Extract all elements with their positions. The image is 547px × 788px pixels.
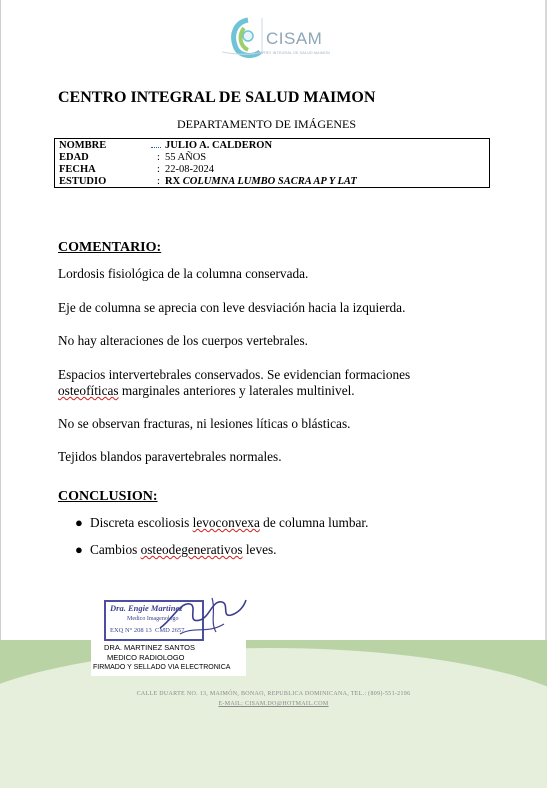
signature-icon: [150, 590, 250, 640]
department-title: DEPARTAMENTO DE IMÁGENES: [177, 117, 356, 131]
spellcheck-word: osteofíticas: [58, 383, 119, 398]
comentario-paragraph: Espacios intervertebrales conservados. Se evidencian formaciones: [58, 367, 411, 382]
comentario-paragraph: [58, 382, 355, 399]
info-colon: :: [157, 152, 160, 163]
comentario-heading: COMENTARIO:: [58, 240, 162, 255]
stamp-role: Medico Imagenologo: [127, 616, 179, 622]
info-label: NOMBRE: [59, 140, 107, 151]
study-prefix: RX: [165, 176, 181, 187]
item-text: de columna lumbar.: [259, 515, 369, 530]
info-value: 22-08-2024: [165, 164, 214, 175]
paragraph-text: marginales anteriores y laterales multinivel.: [118, 383, 355, 398]
bullet-dot-icon: ●: [75, 515, 83, 530]
item-text: Cambios: [90, 542, 141, 557]
signature-note: FIRMADO Y SELLADO VIA ELECTRONICA: [93, 664, 231, 671]
footer-address: CALLE DUARTE NO. 13, MAIMÓN, BONAO, REPUBLICA DOMINICANA, TEL.: (809)-551-2196: [136, 691, 411, 697]
info-value: JULIO A. CALDERON: [165, 140, 273, 151]
stamp-exq: EXQ N° 208 13: [110, 627, 152, 634]
comentario-paragraph: No se observan fracturas, ni lesiones líticas o blásticas.: [58, 416, 351, 431]
info-label: FECHA: [59, 164, 96, 175]
signer-name: DRA. MARTINEZ SANTOS: [104, 643, 195, 652]
conclusion-item: [90, 515, 368, 531]
signer-title: MEDICO RADIOLOGO: [107, 653, 185, 662]
spellcheck-word: levoconvexa: [192, 515, 260, 530]
info-value: [165, 176, 357, 188]
page-left-edge: [0, 0, 1, 719]
logo-wordmark: CISAM: [266, 29, 323, 48]
info-colon: :: [157, 164, 160, 175]
comentario-paragraph: No hay alteraciones de los cuerpos vertebrales.: [58, 333, 308, 348]
clinic-title: CENTRO INTEGRAL DE SALUD MAIMON: [58, 89, 376, 106]
info-value: 55 AÑOS: [165, 152, 207, 163]
bullet-dot-icon: ●: [75, 542, 83, 557]
conclusion-heading: CONCLUSION:: [58, 489, 158, 504]
footer-email: E-MAIL: CISAM.DO@HOTMAIL.COM: [218, 701, 329, 707]
comentario-paragraph: Tejidos blandos paravertebrales normales.: [58, 449, 282, 464]
spellcheck-word: osteodegenerativos: [140, 542, 243, 557]
item-text: leves.: [242, 542, 277, 557]
conclusion-item: [90, 542, 277, 558]
info-colon: :: [157, 176, 160, 187]
spellcheck-dots: [151, 145, 161, 148]
stamp-name: Dra. Engie Martinez: [110, 603, 183, 613]
logo-subtitle: CENTRO INTEGRAL DE SALUD MAIMON: [255, 51, 330, 55]
info-label: EDAD: [59, 152, 89, 163]
info-label: ESTUDIO: [59, 176, 107, 187]
patient-info-box: [54, 138, 490, 188]
comentario-paragraph: Lordosis fisiológica de la columna conservada.: [58, 266, 309, 281]
footer-arc: [0, 648, 547, 788]
item-text: Discreta escoliosis: [90, 515, 193, 530]
stamp-cmd: CMD 2657: [155, 627, 185, 634]
comentario-paragraph: Eje de columna se aprecia con leve desviación hacia la izquierda.: [58, 300, 406, 315]
study-name: COLUMNA LUMBO SACRA AP Y LAT: [182, 176, 357, 187]
